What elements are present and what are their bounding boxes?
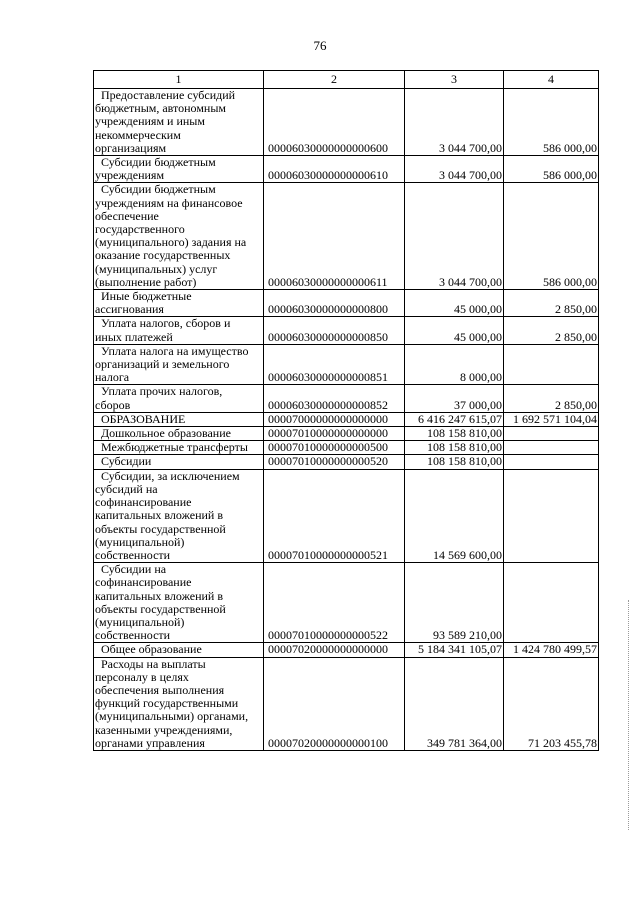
row-value-col4 <box>504 441 599 455</box>
row-name-line: некоммерческим <box>95 127 181 142</box>
row-name-line: Межбюджетные трансферты <box>101 440 248 455</box>
row-code-cell: 00007000000000000000 <box>264 412 405 426</box>
row-name-line: обеспечение <box>95 208 159 223</box>
row-name-line: субсидий на <box>95 481 158 496</box>
row-code-cell: 00007010000000000522 <box>264 563 405 643</box>
row-code-cell: 00006030000000000851 <box>264 344 405 385</box>
table-row <box>94 317 599 344</box>
row-name-line: Дошкольное образование <box>101 426 231 441</box>
row-name-line: налога <box>95 370 130 385</box>
row-code-cell: 00006030000000000800 <box>264 290 405 317</box>
row-name-line: функций государственными <box>95 696 239 711</box>
table-row <box>94 344 599 385</box>
row-code-cell: 00007010000000000500 <box>264 441 405 455</box>
row-value-col3: 108 158 810,00 <box>405 427 504 441</box>
table-row <box>94 455 599 469</box>
row-name-line: (муниципального) задания на <box>95 235 247 250</box>
row-name-cell <box>94 317 264 344</box>
table-row <box>94 643 599 657</box>
scan-edge-marks <box>628 600 631 830</box>
row-name-cell <box>94 441 264 455</box>
row-name-cell <box>94 385 264 412</box>
row-name-line: Субсидии, за исключением <box>101 469 240 483</box>
column-header-1: 1 <box>94 71 264 89</box>
row-value-col3: 6 416 247 615,07 <box>405 412 504 426</box>
row-name-line: (муниципальными) органами, <box>95 709 249 724</box>
row-value-col4 <box>504 427 599 441</box>
table-row <box>94 427 599 441</box>
row-name-cell <box>94 183 264 290</box>
row-name-line: организаций и земельного <box>95 357 230 372</box>
column-header-2: 2 <box>264 71 405 89</box>
row-value-col3: 5 184 341 105,07 <box>405 643 504 657</box>
row-name-line: софинансирование <box>95 495 192 510</box>
row-name-line: оказание государственных <box>95 248 231 263</box>
row-name-cell <box>94 290 264 317</box>
row-name-line: Уплата налогов, сборов и <box>101 316 231 331</box>
row-name-line: органами управления <box>95 735 205 750</box>
row-name-line: Иные бюджетные <box>101 289 192 304</box>
row-code-cell: 00007020000000000100 <box>264 657 405 750</box>
row-value-col3: 14 569 600,00 <box>405 469 504 562</box>
row-value-col3: 45 000,00 <box>405 290 504 317</box>
row-value-col4: 2 850,00 <box>504 317 599 344</box>
row-name-line: Уплата налога на имущество <box>101 344 249 358</box>
row-name-line: капитальных вложений в <box>95 508 224 523</box>
row-name-line: (муниципальной) <box>95 534 185 549</box>
row-name-line: собственности <box>95 547 171 562</box>
row-name-line: объекты государственной <box>95 521 226 536</box>
row-name-line: Субсидии на <box>101 562 167 577</box>
row-name-line: учреждениям на финансовое <box>95 195 243 210</box>
table-row <box>94 156 599 183</box>
page-number: 76 <box>313 38 327 53</box>
row-value-col3: 108 158 810,00 <box>405 455 504 469</box>
row-name-line: Предоставление субсидий <box>101 88 236 102</box>
row-value-col4 <box>504 469 599 562</box>
row-value-col4: 586 000,00 <box>504 156 599 183</box>
table-row <box>94 563 599 643</box>
row-name-line: (муниципальных) услуг <box>95 261 218 276</box>
row-name-line: (выполнение работ) <box>95 274 197 289</box>
row-value-col4 <box>504 563 599 643</box>
table-row <box>94 441 599 455</box>
row-code-cell: 00007010000000000520 <box>264 455 405 469</box>
row-name-line: (муниципальной) <box>95 614 185 629</box>
row-name-line: учреждениям <box>95 168 165 183</box>
row-name-line: Субсидии бюджетным <box>101 155 216 170</box>
row-name-line: иных платежей <box>95 329 173 344</box>
row-value-col4: 2 850,00 <box>504 290 599 317</box>
row-name-cell <box>94 563 264 643</box>
table-row <box>94 183 599 290</box>
row-name-line: казенными учреждениями, <box>95 722 233 737</box>
table-row <box>94 469 599 562</box>
row-code-cell: 00007020000000000000 <box>264 643 405 657</box>
row-name-cell <box>94 89 264 156</box>
row-code-cell: 00007010000000000521 <box>264 469 405 562</box>
row-name-cell <box>94 455 264 469</box>
row-name-cell <box>94 643 264 657</box>
table-row <box>94 657 599 750</box>
row-value-col3: 37 000,00 <box>405 385 504 412</box>
row-name-cell <box>94 344 264 385</box>
row-name-line: капитальных вложений в <box>95 588 224 603</box>
row-code-cell: 00006030000000000850 <box>264 317 405 344</box>
row-value-col4 <box>504 344 599 385</box>
row-name-line: организациям <box>95 140 167 155</box>
row-name-cell <box>94 427 264 441</box>
row-value-col3: 8 000,00 <box>405 344 504 385</box>
table-body <box>94 89 599 751</box>
row-name-line: объекты государственной <box>95 601 226 616</box>
row-code-cell: 00006030000000000610 <box>264 156 405 183</box>
budget-table <box>93 70 599 751</box>
row-name-line: ассигнования <box>95 302 164 317</box>
row-name-line: бюджетным, автономным <box>95 101 226 116</box>
row-name-line: персоналу в целях <box>95 669 189 684</box>
column-header-3: 3 <box>405 71 504 89</box>
row-name-line: ОБРАЗОВАНИЕ <box>101 412 186 426</box>
row-name-line: обеспечения выполнения <box>95 682 225 697</box>
row-name-cell <box>94 156 264 183</box>
table-row <box>94 412 599 426</box>
table-header-row <box>94 71 599 89</box>
row-name-line: Расходы на выплаты <box>101 657 206 671</box>
row-name-line: сборов <box>95 397 131 412</box>
row-name-line: Общее образование <box>101 642 202 657</box>
row-name-line: софинансирование <box>95 575 192 590</box>
row-value-col4: 1 692 571 104,04 <box>504 412 599 426</box>
table-row <box>94 290 599 317</box>
row-code-cell: 00007010000000000000 <box>264 427 405 441</box>
row-value-col4 <box>504 455 599 469</box>
row-value-col4: 1 424 780 499,57 <box>504 643 599 657</box>
row-name-line: собственности <box>95 628 171 643</box>
row-value-col3: 3 044 700,00 <box>405 156 504 183</box>
row-value-col4: 71 203 455,78 <box>504 657 599 750</box>
row-name-line: государственного <box>95 222 185 237</box>
row-value-col4: 2 850,00 <box>504 385 599 412</box>
row-value-col3: 93 589 210,00 <box>405 563 504 643</box>
row-value-col3: 3 044 700,00 <box>405 89 504 156</box>
row-value-col4: 586 000,00 <box>504 183 599 290</box>
row-name-cell <box>94 412 264 426</box>
column-header-4: 4 <box>504 71 599 89</box>
row-value-col3: 3 044 700,00 <box>405 183 504 290</box>
row-name-cell <box>94 469 264 562</box>
table-row <box>94 385 599 412</box>
row-name-line: Субсидии бюджетным <box>101 182 216 197</box>
row-code-cell: 00006030000000000611 <box>264 183 405 290</box>
row-name-line: учреждениям и иным <box>95 114 205 129</box>
table-row <box>94 89 599 156</box>
row-name-cell <box>94 657 264 750</box>
row-code-cell: 00006030000000000852 <box>264 385 405 412</box>
row-name-line: Субсидии <box>101 454 152 469</box>
row-value-col4: 586 000,00 <box>504 89 599 156</box>
row-value-col3: 349 781 364,00 <box>405 657 504 750</box>
row-value-col3: 108 158 810,00 <box>405 441 504 455</box>
row-code-cell: 00006030000000000600 <box>264 89 405 156</box>
row-name-line: Уплата прочих налогов, <box>101 384 223 399</box>
row-value-col3: 45 000,00 <box>405 317 504 344</box>
